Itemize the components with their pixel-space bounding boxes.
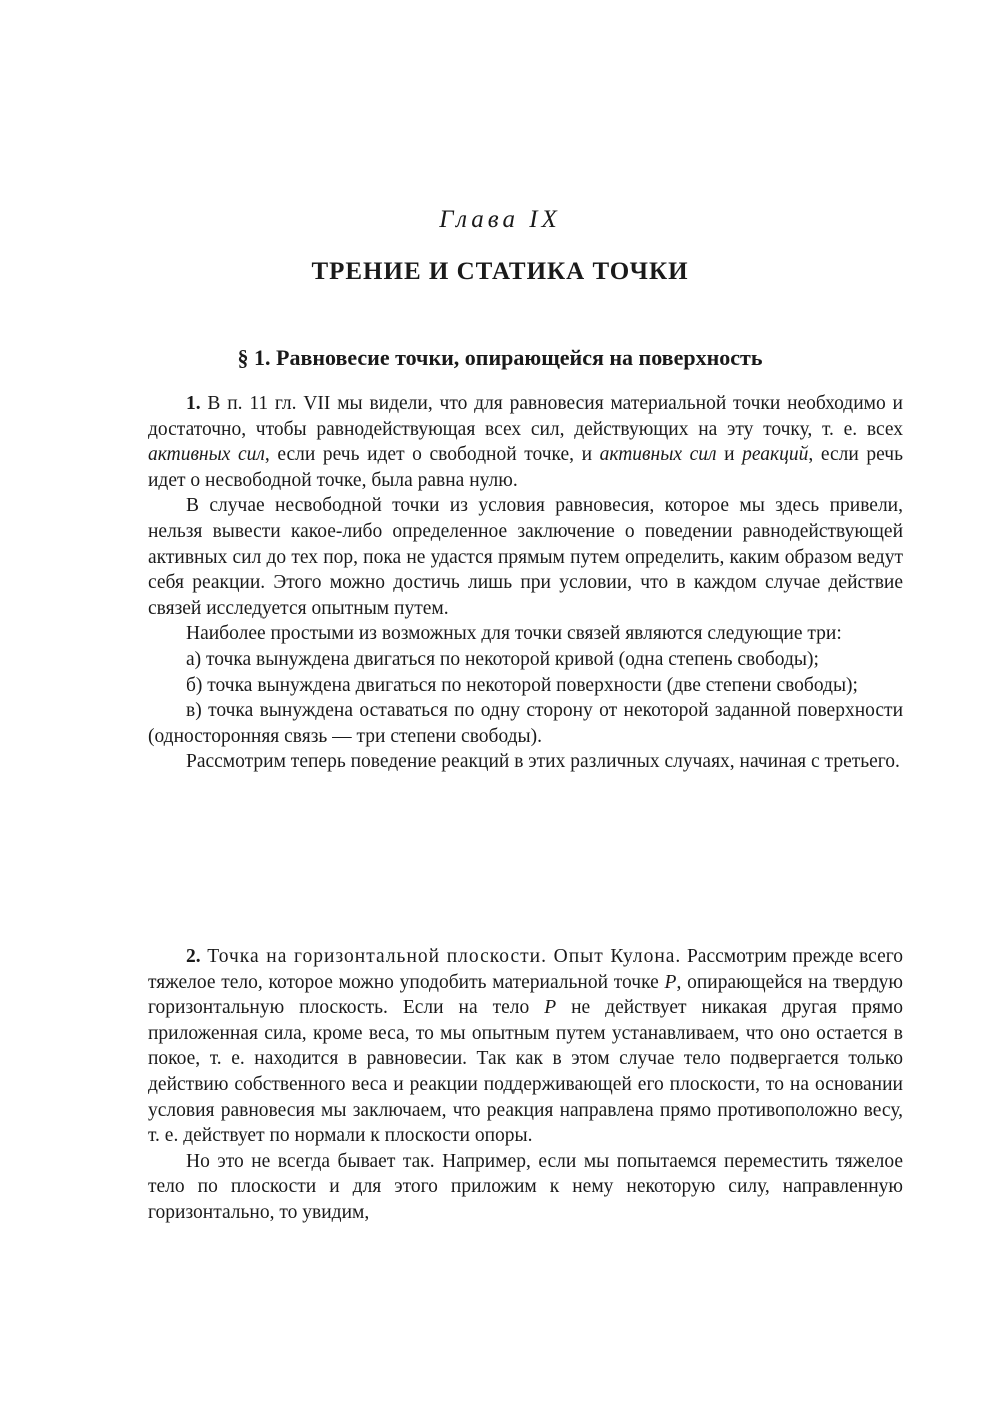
emphasis-active-forces: активных сил: [599, 444, 717, 466]
paragraph-text: , если речь идет о несвободной точке, была равна нулю.: [148, 444, 903, 491]
section-1-text: [148, 391, 903, 775]
variable-p: P: [664, 971, 677, 993]
paragraph-text: , опирающейся на твердую горизонтальную плоскость. Если на тело: [148, 971, 903, 1019]
list-item-a: а) точка вынуждена двигаться по некоторой кривой (одна степень свободы);: [186, 648, 819, 670]
paragraph-text: и: [716, 444, 743, 466]
section-2-text: [148, 944, 903, 1226]
paragraph-5: [148, 944, 903, 1149]
emphasis-active-forces: активных сил: [148, 444, 265, 466]
paragraph-1: [148, 391, 903, 493]
chapter-label: Глава IX: [439, 206, 561, 233]
paragraph-text: не действует никакая другая прямо приложенная сила, кроме веса, то мы опытным путем устанавливаем, что оно остается в покое, т. е. находится в равновесии. Так как в этом случае тело подвергается только действию собственного веса и реакции поддерживающей его плоскости, то на основании условия равновесия мы заключаем, что реакция направлена прямо противоположно весу, т. е. действует по нормали к плоскости опоры.: [148, 997, 903, 1147]
section-title: § 1. Равновесие точки, опирающейся на поверхность: [237, 345, 763, 370]
variable-p: P: [544, 997, 557, 1019]
paragraph-6: Но это не всегда бывает так. Например, если мы попытаемся переместить тяжелое тело по плоскости и для этого приложим к нему некоторую силу, направленную горизонтально, то увидим,: [148, 1150, 903, 1223]
paragraph-heading: Точка на горизонтальной плоскости. Опыт Кулона.: [200, 946, 682, 967]
paragraph-text: , если речь идет о свободной точке, и: [264, 444, 600, 466]
paragraph-number: 2.: [186, 946, 201, 967]
list-item-c: в) точка вынуждена оставаться по одну сторону от некоторой заданной поверхности (односторонняя связь — три степени свободы).: [148, 700, 903, 747]
paragraph-2: В случае несвободной точки из условия равновесия, которое мы здесь привели, нельзя вывести какое-либо определенное заключение о поведении равнодействующей активных сил до тех пор, пока не удастся прямым путем определить, каким образом ведут себя реакции. Этого можно достичь лишь при условии, что в каждом случае действие связей исследуется опытным путем.: [148, 495, 903, 619]
paragraph-text: Рассмотрим прежде всего тяжелое тело, которое можно уподобить материальной точке: [148, 946, 903, 993]
paragraph-number: 1.: [186, 393, 201, 414]
paragraph-text: В п. 11 гл. VII мы видели, что для равновесия материальной точки необходимо и достаточно, чтобы равнодействующая всех сил, действующих на эту точку, т. е. всех: [148, 393, 903, 440]
paragraph-4: Рассмотрим теперь поведение реакций в этих различных случаях, начиная с третьего.: [186, 751, 900, 773]
list-item-b: б) точка вынуждена двигаться по некоторой поверхности (две степени свободы);: [186, 674, 858, 696]
chapter-title: ТРЕНИЕ И СТАТИКА ТОЧКИ: [311, 258, 689, 285]
paragraph-3: Наиболее простыми из возможных для точки связей являются следующие три:: [186, 623, 842, 645]
emphasis-reactions: реакций: [742, 444, 809, 466]
